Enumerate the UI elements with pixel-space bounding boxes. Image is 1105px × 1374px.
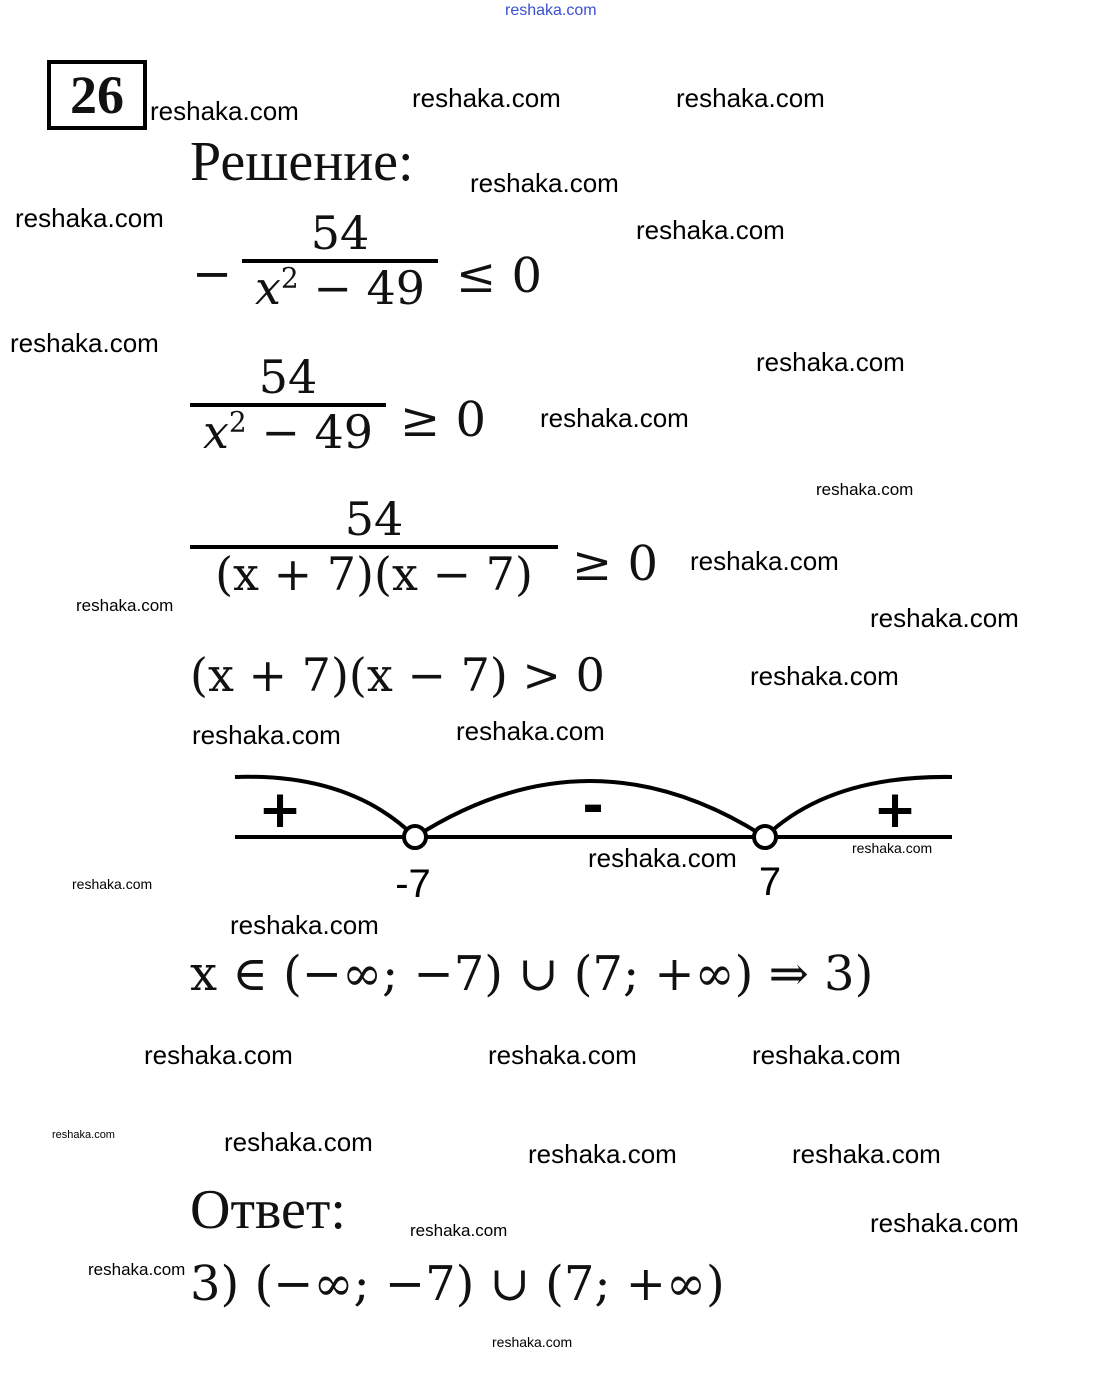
numerator: 54: [344, 492, 404, 546]
label-minus-7: -7: [395, 862, 431, 905]
watermark: reshaka.com: [540, 403, 689, 433]
fraction-step-1: [242, 208, 438, 313]
watermark: reshaka.com: [456, 716, 605, 746]
sign-plus-right: +: [873, 780, 917, 840]
numerator: 54: [258, 350, 318, 404]
exponent: 2: [280, 261, 299, 295]
answer-heading: Ответ:: [190, 1179, 346, 1241]
watermark: reshaka.com: [144, 1040, 293, 1070]
minus-sign: −: [192, 246, 233, 302]
fraction-step-3: [190, 494, 558, 599]
answer-value: 3) (−∞; −7) ∪ (7; +∞): [190, 1256, 725, 1312]
watermark: reshaka.com: [750, 661, 899, 691]
open-point-minus-7: [404, 826, 426, 848]
result-line: x ∈ (−∞; −7) ∪ (7; +∞) ⇒ 3): [190, 946, 874, 1002]
watermark: reshaka.com: [756, 347, 905, 377]
fraction-step-2: [190, 352, 386, 457]
relation-step-2: ≥ 0: [400, 392, 487, 448]
watermark: reshaka.com: [230, 910, 379, 940]
relation-step-1: ≤ 0: [456, 248, 543, 304]
watermark: reshaka.com: [752, 1040, 901, 1070]
watermark: reshaka.com: [852, 840, 933, 856]
denominator: [202, 404, 374, 459]
watermark: reshaka.com: [492, 1334, 573, 1350]
watermark: reshaka.com: [192, 720, 341, 750]
watermark: reshaka.com: [72, 876, 153, 892]
open-point-7: [754, 826, 776, 848]
watermark: reshaka.com: [412, 83, 561, 113]
watermark: reshaka.com: [410, 1221, 508, 1240]
denominator: [254, 260, 426, 315]
watermark: reshaka.com: [10, 328, 159, 358]
watermark: reshaka.com: [76, 596, 174, 615]
variable-x: x: [254, 260, 281, 315]
watermark: reshaka.com: [470, 168, 619, 198]
sign-plus-left: +: [258, 780, 302, 840]
watermark: reshaka.com: [870, 603, 1019, 633]
label-7: 7: [758, 860, 782, 904]
solution-heading: Решение:: [190, 131, 414, 193]
watermark: reshaka.com: [816, 480, 914, 499]
watermark: reshaka.com: [505, 2, 597, 19]
watermark: reshaka.com: [15, 203, 164, 233]
watermark: reshaka.com: [150, 96, 299, 126]
watermark: reshaka.com: [88, 1260, 186, 1279]
exponent: 2: [228, 405, 247, 439]
watermark: reshaka.com: [224, 1127, 373, 1157]
watermark: reshaka.com: [676, 83, 825, 113]
watermark: reshaka.com: [528, 1139, 677, 1169]
variable-x: x: [202, 404, 229, 459]
watermark: reshaka.com: [588, 843, 737, 873]
inequality-step-4: (x + 7)(x − 7) > 0: [190, 648, 605, 702]
watermark: reshaka.com: [690, 546, 839, 576]
watermark: reshaka.com: [52, 1129, 115, 1141]
denominator: (x + 7)(x − 7): [215, 546, 533, 601]
denominator-rest: − 49: [298, 260, 426, 315]
watermark: reshaka.com: [870, 1208, 1019, 1238]
task-number: 26: [47, 60, 147, 130]
numerator: 54: [310, 206, 370, 260]
watermark: reshaka.com: [792, 1139, 941, 1169]
relation-step-3: ≥ 0: [572, 536, 659, 592]
watermark: reshaka.com: [488, 1040, 637, 1070]
denominator-rest: − 49: [246, 404, 374, 459]
watermark: reshaka.com: [636, 215, 785, 245]
number-line: [230, 765, 960, 905]
sign-arc-right: [765, 777, 952, 837]
sign-minus: -: [582, 776, 604, 836]
